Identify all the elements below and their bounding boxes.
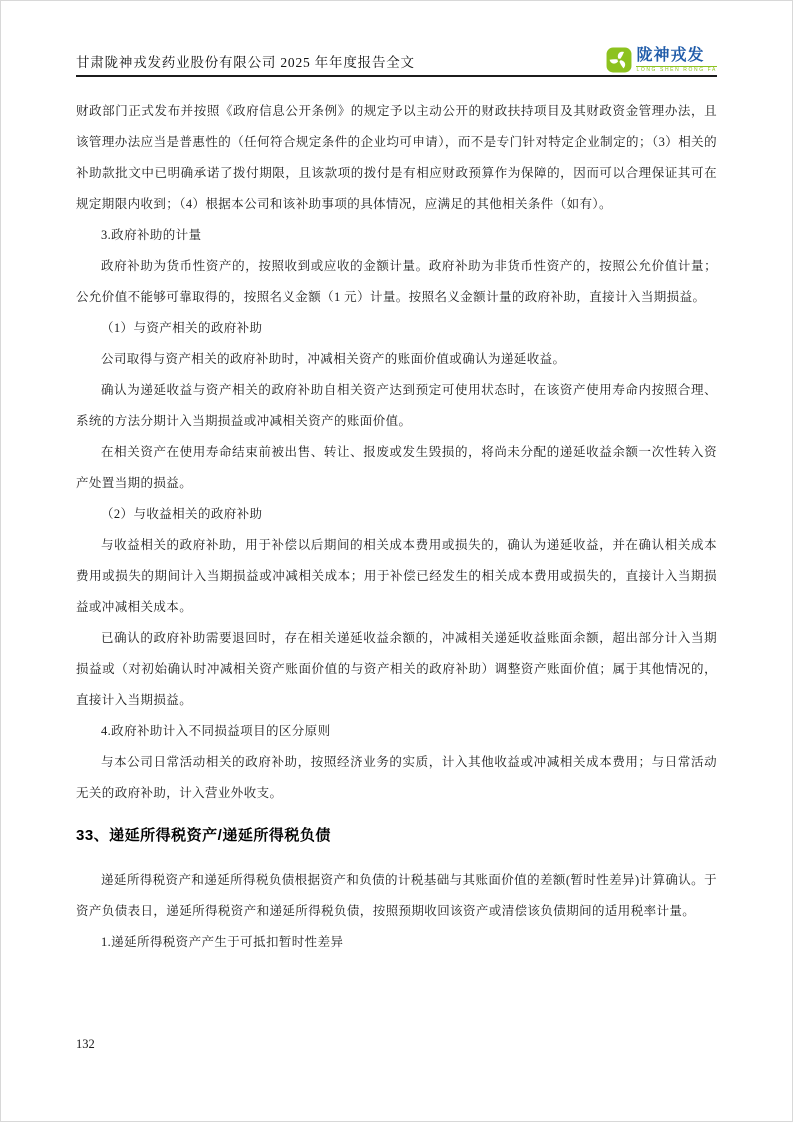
paragraph: （2）与收益相关的政府补助	[101, 507, 263, 521]
document-body	[76, 96, 717, 958]
logo-company-name-latin: LONG SHEN RONG FA	[636, 66, 717, 73]
paragraph: 财政部门正式发布并按照《政府信息公开条例》的规定予以主动公开的财政扶持项目及其财政资金管理办法，且该管理办法应当是普惠性的（任何符合规定条件的企业均可申请），而不是专门针对特定企业制定的；（3）相关的补助款批文中已明确承诺了拨付期限，且该款项的拨付是有相应财政预算作为保障的，因而可以合理保证其可在规定期限内收到；（4）根据本公司和该补助事项的具体情况，应满足的其他相关条件（如有）。	[76, 104, 717, 211]
company-logo	[606, 47, 717, 73]
paragraph: 递延所得税资产和递延所得税负债根据资产和负债的计税基础与其账面价值的差额(暂时性差异)计算确认。于资产负债表日，递延所得税资产和递延所得税负债，按照预期收回该资产或清偿该负债期间的适用税率计量。	[76, 873, 717, 918]
logo-company-name: 陇神戎发	[636, 46, 705, 64]
paragraph: 3.政府补助的计量	[101, 228, 202, 242]
paragraph: 已确认的政府补助需要退回时，存在相关递延收益余额的，冲减相关递延收益账面余额，超出部分计入当期损益或（对初始确认时冲减相关资产账面价值的与资产相关的政府补助）调整资产账面价值；属于其他情况的，直接计入当期损益。	[76, 631, 717, 707]
paragraph: 确认为递延收益与资产相关的政府补助自相关资产达到预定可使用状态时，在该资产使用寿命内按照合理、系统的方法分期计入当期损益或冲减相关资产的账面价值。	[76, 383, 717, 428]
paragraph: 在相关资产在使用寿命结束前被出售、转让、报废或发生毁损的，将尚未分配的递延收益余额一次性转入资产处置当期的损益。	[76, 445, 717, 490]
paragraph: 政府补助为货币性资产的，按照收到或应收的金额计量。政府补助为非货币性资产的，按照公允价值计量；公允价值不能够可靠取得的，按照名义金额（1 元）计量。按照名义金额计量的政府补助，直接计入当期损益。	[76, 259, 717, 304]
logo-text-block	[636, 48, 717, 73]
paragraph: 公司取得与资产相关的政府补助时，冲减相关资产的账面价值或确认为递延收益。	[101, 352, 566, 366]
page-header	[76, 41, 717, 77]
paragraph: 与本公司日常活动相关的政府补助，按照经济业务的实质，计入其他收益或冲减相关成本费用；与日常活动无关的政府补助，计入营业外收支。	[76, 755, 717, 800]
section-heading-deferred-tax: 33、递延所得税资产/递延所得税负债	[76, 827, 331, 844]
paragraph: 与收益相关的政府补助，用于补偿以后期间的相关成本费用或损失的，确认为递延收益，并在确认相关成本费用或损失的期间计入当期损益或冲减相关成本；用于补偿已经发生的相关成本费用或损失的，直接计入当期损益或冲减相关成本。	[76, 538, 717, 614]
pinwheel-logo-icon	[606, 47, 632, 73]
page-number: 132	[76, 1037, 95, 1051]
paragraph: 4.政府补助计入不同损益项目的区分原则	[101, 724, 331, 738]
report-title: 甘肃陇神戎发药业股份有限公司 2025 年年度报告全文	[76, 55, 415, 70]
paragraph: 1.递延所得税资产产生于可抵扣暂时性差异	[101, 935, 344, 949]
paragraph: （1）与资产相关的政府补助	[101, 321, 263, 335]
